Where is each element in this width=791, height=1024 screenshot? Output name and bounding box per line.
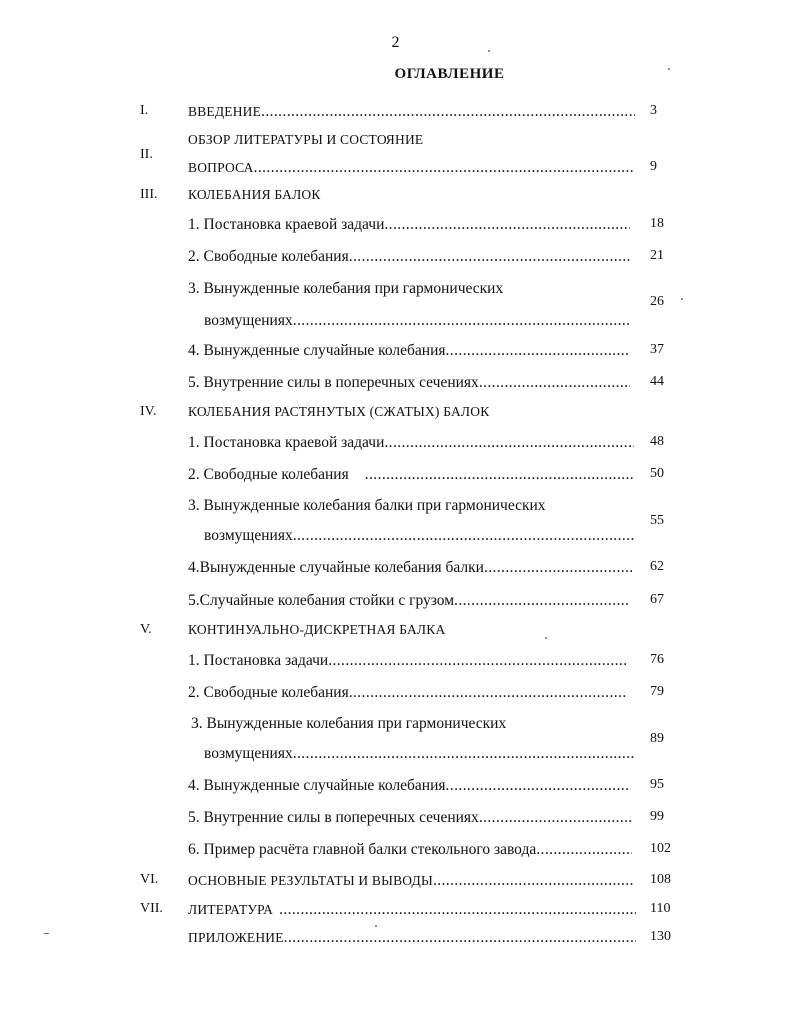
toc-page-number: 3	[650, 103, 657, 118]
toc-leader	[349, 248, 630, 266]
toc-leader	[328, 652, 628, 670]
toc-page-number: 76	[650, 652, 664, 667]
toc-page-number: 110	[650, 901, 671, 916]
toc-entry-title: 5.Случайные колебания стойки с грузом	[188, 592, 455, 609]
toc-page-number: 67	[650, 592, 664, 607]
toc-page-number: 55	[650, 513, 664, 528]
toc-entry-title: КОЛЕБАНИЯ РАСТЯНУТЫХ (СЖАТЫХ) БАЛОК	[188, 404, 490, 419]
toc-chapter-number: III.	[140, 187, 158, 202]
toc-leader	[261, 103, 635, 121]
toc-page-number: 44	[650, 374, 664, 389]
toc-leader	[279, 901, 636, 919]
toc-entry-title: 1. Постановка краевой задачи	[188, 434, 385, 451]
scan-speck	[488, 50, 490, 52]
toc-chapter-number: I.	[140, 103, 149, 118]
toc-entry-title-line2: ВОПРОСА	[188, 160, 254, 175]
toc-entry-title-line2: возмущениях	[204, 527, 293, 544]
toc-entry-title-line1: 3. Вынужденные колебания балки при гармонических	[188, 497, 546, 514]
scan-speck	[375, 925, 377, 927]
toc-leader	[293, 527, 634, 545]
page-number: 2	[391, 34, 400, 51]
toc-title: ОГЛАВЛЕНИЕ	[394, 66, 505, 82]
toc-leader	[479, 809, 632, 827]
toc-entry-title: ЛИТЕРАТУРА	[188, 902, 274, 917]
toc-leader	[384, 434, 634, 452]
toc-page-number: 62	[650, 559, 664, 574]
toc-page-number: 89	[650, 731, 664, 746]
scan-speck	[681, 298, 683, 300]
toc-leader	[479, 374, 630, 392]
toc-entry-title: 4.Вынужденные случайные колебания балки	[188, 559, 484, 576]
toc-entry-title: 2. Свободные колебания	[188, 466, 349, 483]
toc-entry-title-line2: возмущениях	[204, 312, 293, 329]
scan-speck	[44, 933, 49, 934]
toc-entry-title: 2. Свободные колебания	[188, 248, 349, 265]
toc-page-number: 108	[650, 872, 671, 887]
toc-entry-title: ОСНОВНЫЕ РЕЗУЛЬТАТЫ И ВЫВОДЫ	[188, 873, 433, 888]
toc-leader	[454, 592, 630, 610]
toc-entry-title-line1: 3. Вынужденные колебания при гармонических	[188, 280, 504, 297]
toc-entry-title: 4. Вынужденные случайные колебания	[188, 777, 446, 794]
toc-leader	[293, 312, 630, 330]
toc-leader	[349, 684, 626, 702]
toc-page-number: 130	[650, 929, 671, 944]
toc-entry-title: ПРИЛОЖЕНИЕ	[188, 930, 284, 945]
toc-page-number: 79	[650, 684, 664, 699]
toc-page-number: 18	[650, 216, 664, 231]
toc-entry-title: 2. Свободные колебания	[188, 684, 349, 701]
toc-entry-title: 5. Внутренние силы в поперечных сечениях	[188, 809, 479, 826]
toc-page-number: 9	[650, 159, 657, 174]
toc-leader	[446, 777, 630, 795]
toc-chapter-number: VII.	[140, 901, 163, 916]
toc-entry-title: 6. Пример расчёта главной балки стекольного завода	[188, 841, 537, 858]
toc-entry-title: ВВЕДЕНИЕ	[188, 104, 262, 119]
toc-leader	[384, 216, 630, 234]
toc-page-number: 102	[650, 841, 671, 856]
toc-entry-title: 5. Внутренние силы в поперечных сечениях	[188, 374, 479, 391]
toc-page-number: 48	[650, 434, 664, 449]
toc-chapter-number: V.	[140, 622, 152, 637]
toc-leader	[536, 841, 632, 859]
toc-entry-title-line1: 3. Вынужденные колебания при гармонических	[191, 715, 507, 732]
toc-entry-title-line2: возмущениях	[204, 745, 293, 762]
toc-chapter-number: IV.	[140, 404, 157, 419]
scan-speck	[668, 68, 670, 70]
toc-leader	[284, 929, 636, 947]
toc-leader	[365, 466, 634, 484]
toc-page-number: 37	[650, 342, 664, 357]
toc-entry-title-line1: ОБЗОР ЛИТЕРАТУРЫ И СОСТОЯНИЕ	[188, 132, 424, 147]
toc-page-number: 99	[650, 809, 664, 824]
toc-entry-title: 4. Вынужденные случайные колебания	[188, 342, 446, 359]
toc-entry-title: КОЛЕБАНИЯ БАЛОК	[188, 187, 321, 202]
toc-chapter-number: VI.	[140, 872, 159, 887]
scan-speck	[545, 637, 547, 639]
toc-page-number: 26	[650, 294, 664, 309]
toc-page-number: 21	[650, 248, 664, 263]
toc-entry-title: 1. Постановка краевой задачи	[188, 216, 385, 233]
toc-leader	[254, 159, 635, 177]
toc-entry-title: 1. Постановка задачи	[188, 652, 329, 669]
toc-chapter-number: II.	[140, 147, 153, 162]
toc-page-number: 95	[650, 777, 664, 792]
toc-leader	[433, 872, 634, 890]
toc-leader	[484, 559, 632, 577]
toc-leader	[293, 745, 634, 763]
toc-leader	[446, 342, 628, 360]
toc-entry-title: КОНТИНУАЛЬНО-ДИСКРЕТНАЯ БАЛКА	[188, 622, 446, 637]
toc-page-number: 50	[650, 466, 664, 481]
